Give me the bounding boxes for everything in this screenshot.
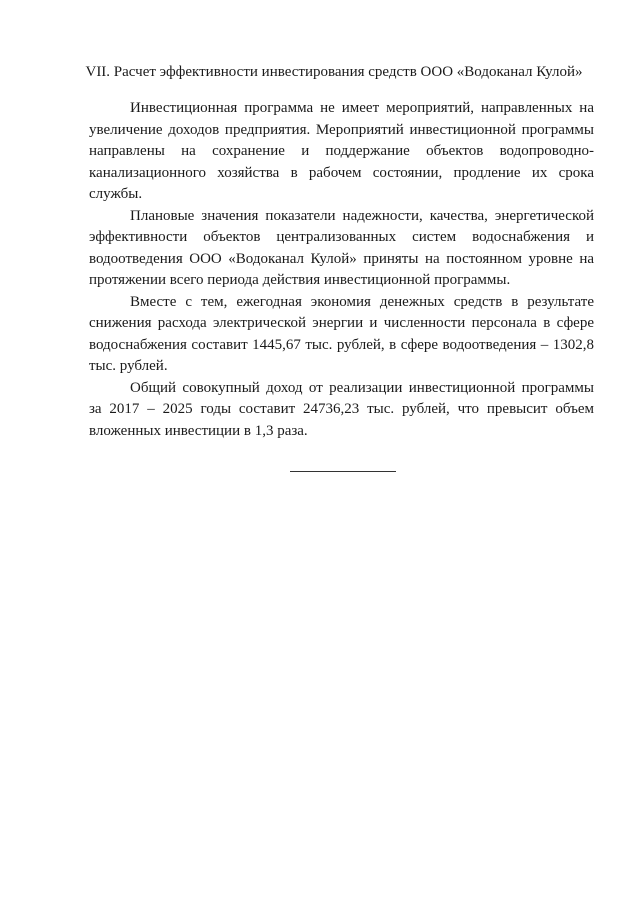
paragraph-investment-program: Инвестиционная программа не имеет мероприятий, направленных на увеличение доходов предприятия. Мероприятий инвестиционной программы направлены на сохранение и поддержание объектов водопроводно-канализационного хозяйства в рабочем состоянии, продление их срока службы. (89, 100, 594, 202)
end-separator-line (290, 471, 396, 472)
section-heading: VII. Расчет эффективности инвестирования средств ООО «Водоканал Кулой» (85, 64, 583, 80)
paragraph-planned-indicators: Плановые значения показатели надежности, качества, энергетической эффективности объектов централизованных систем водоснабжения и водоотведения ООО «Водоканал Кулой» приняты на постоянном уровне на протяжении всего периода действия инвестиционной программы. (89, 207, 594, 288)
paragraph-total-income: Общий совокупный доход от реализации инвестиционной программы за 2017 – 2025 годы составит 24736,23 тыс. рублей, что превысит объем вложенных инвестиции в 1,3 раза. (89, 379, 594, 439)
section-body (89, 98, 594, 442)
paragraph-annual-savings: Вместе с тем, ежегодная экономия денежных средств в результате снижения расхода электрической энергии и численности персонала в сфере водоснабжения составит 1445,67 тыс. рублей, в сфере водоотведения – 1302,8 тыс. рублей. (89, 293, 594, 374)
